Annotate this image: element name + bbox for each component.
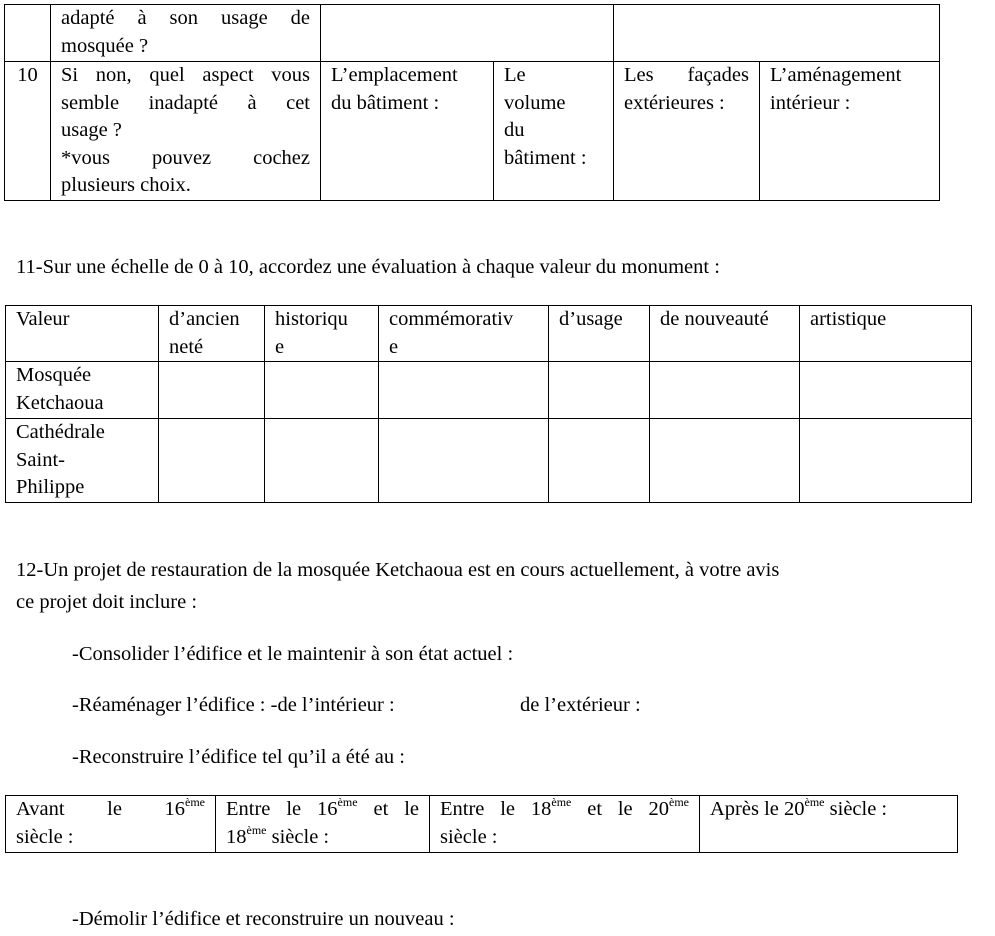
rating-input-cell[interactable]	[379, 419, 549, 503]
option-volume-cell[interactable]	[494, 62, 614, 201]
row-label-cell	[6, 419, 159, 503]
option-label: Le	[504, 64, 526, 86]
header-label: d’usage	[559, 308, 623, 330]
rating-input-cell[interactable]	[159, 419, 265, 503]
rating-input-cell[interactable]	[650, 362, 800, 419]
question-text-line: semble inadapté à cet	[61, 91, 310, 114]
rating-input-cell[interactable]	[159, 362, 265, 419]
header-label: neté	[169, 335, 204, 358]
answer-yes-cell[interactable]	[321, 5, 614, 62]
question-12-text-line1: 12-Un projet de restauration de la mosquée Ketchaoua est en cours actuellement, à votre avis	[16, 559, 780, 581]
option-label: extérieures :	[624, 91, 725, 114]
period-row	[6, 796, 958, 853]
period-16th-18th-cell[interactable]	[216, 796, 430, 853]
option-label: du	[504, 119, 525, 141]
option-label: volume	[504, 91, 566, 114]
reconstruction-period-table	[5, 795, 958, 853]
rating-input-cell[interactable]	[265, 362, 379, 419]
rating-input-cell[interactable]	[549, 362, 650, 419]
header-label: historiqu	[275, 308, 348, 330]
option-label: bâtiment :	[504, 146, 587, 169]
table-row-previous-question	[5, 5, 940, 62]
header-label: de nouveauté	[660, 308, 769, 330]
question-11-text: 11-Sur une échelle de 0 à 10, accordez une évaluation à chaque valeur du monument :	[16, 256, 720, 278]
row-label: Cathédrale	[16, 421, 105, 443]
question-number-cell: 10	[5, 62, 51, 201]
rating-input-cell[interactable]	[265, 419, 379, 503]
question-10-table	[4, 4, 940, 201]
header-cell-anciennete	[159, 306, 265, 362]
option-consolider[interactable]: -Consolider l’édifice et le maintenir à son état actuel :	[72, 643, 514, 665]
question-12-text-line2: ce projet doit inclure :	[16, 591, 198, 613]
header-label: commémorativ	[389, 308, 514, 330]
period-before-16th-cell[interactable]	[6, 796, 216, 853]
header-cell-nouveaute	[650, 306, 800, 362]
period-label: Entre le 16ème et le	[226, 795, 419, 820]
rating-table-header	[6, 306, 972, 362]
option-reamenager-interieur[interactable]: -Réaménager l’édifice : -de l’intérieur :	[72, 694, 395, 716]
period-label: Entre le 18ème et le 20ème	[440, 795, 689, 820]
answer-no-cell[interactable]	[614, 5, 940, 62]
period-label: Après le 20ème siècle :	[710, 795, 888, 820]
option-emplacement-cell[interactable]	[321, 62, 494, 201]
header-cell-valeur	[6, 306, 159, 362]
option-amenagement-cell[interactable]	[760, 62, 940, 201]
period-label: siècle :	[16, 825, 74, 848]
row-label: Mosquée	[16, 364, 92, 386]
question-text-line: mosquée ?	[61, 34, 149, 57]
rating-input-cell[interactable]	[800, 419, 972, 503]
header-label: Valeur	[16, 308, 70, 330]
question-note-line: *vous pouvez cochez	[61, 146, 310, 169]
rating-input-cell[interactable]	[800, 362, 972, 419]
table-row-mosquee-ketchaoua	[6, 362, 972, 419]
option-label: L’aménagement	[770, 64, 902, 86]
option-label: du bâtiment :	[331, 91, 440, 114]
rating-input-cell[interactable]	[549, 419, 650, 503]
row-label: Philippe	[16, 476, 85, 498]
option-facades-cell[interactable]	[614, 62, 760, 201]
question-text-cell	[51, 5, 321, 62]
option-reconstruire[interactable]: -Reconstruire l’édifice tel qu’il a été au :	[72, 746, 405, 768]
period-label: Avant le 16ème	[16, 795, 205, 820]
header-label: e	[389, 335, 399, 358]
table-row-cathedrale-saint-philippe	[6, 419, 972, 503]
question-text-line: usage ?	[61, 119, 122, 141]
option-reamenager-exterieur[interactable]: de l’extérieur :	[520, 694, 641, 716]
header-cell-historique	[265, 306, 379, 362]
question-number-cell	[5, 5, 51, 62]
period-18th-20th-cell[interactable]	[430, 796, 700, 853]
row-label-cell	[6, 362, 159, 419]
question-text-cell	[51, 62, 321, 201]
period-label: 18ème siècle :	[226, 822, 330, 848]
option-label: intérieur :	[770, 91, 851, 114]
rating-input-cell[interactable]	[650, 419, 800, 503]
option-label: Les façades	[624, 64, 749, 86]
question-text-line: adapté à son usage de	[61, 7, 310, 29]
question-11-rating-table	[5, 305, 972, 503]
period-after-20th-cell[interactable]	[700, 796, 958, 853]
header-label: d’ancien	[169, 308, 240, 330]
question-text-line: Si non, quel aspect vous	[61, 64, 310, 86]
row-label: Ketchaoua	[16, 391, 104, 414]
table-row-question-10	[5, 62, 940, 201]
header-cell-artistique	[800, 306, 972, 362]
header-label: artistique	[810, 308, 887, 330]
rating-input-cell[interactable]	[379, 362, 549, 419]
header-label: e	[275, 335, 285, 358]
header-cell-commemorative	[379, 306, 549, 362]
row-label: Saint-	[16, 448, 65, 471]
header-cell-usage	[549, 306, 650, 362]
option-demolir[interactable]: -Démolir l’édifice et reconstruire un nouveau :	[72, 908, 455, 930]
question-note-line: plusieurs choix.	[61, 174, 191, 196]
period-label: siècle :	[440, 825, 498, 848]
option-label: L’emplacement	[331, 64, 458, 86]
